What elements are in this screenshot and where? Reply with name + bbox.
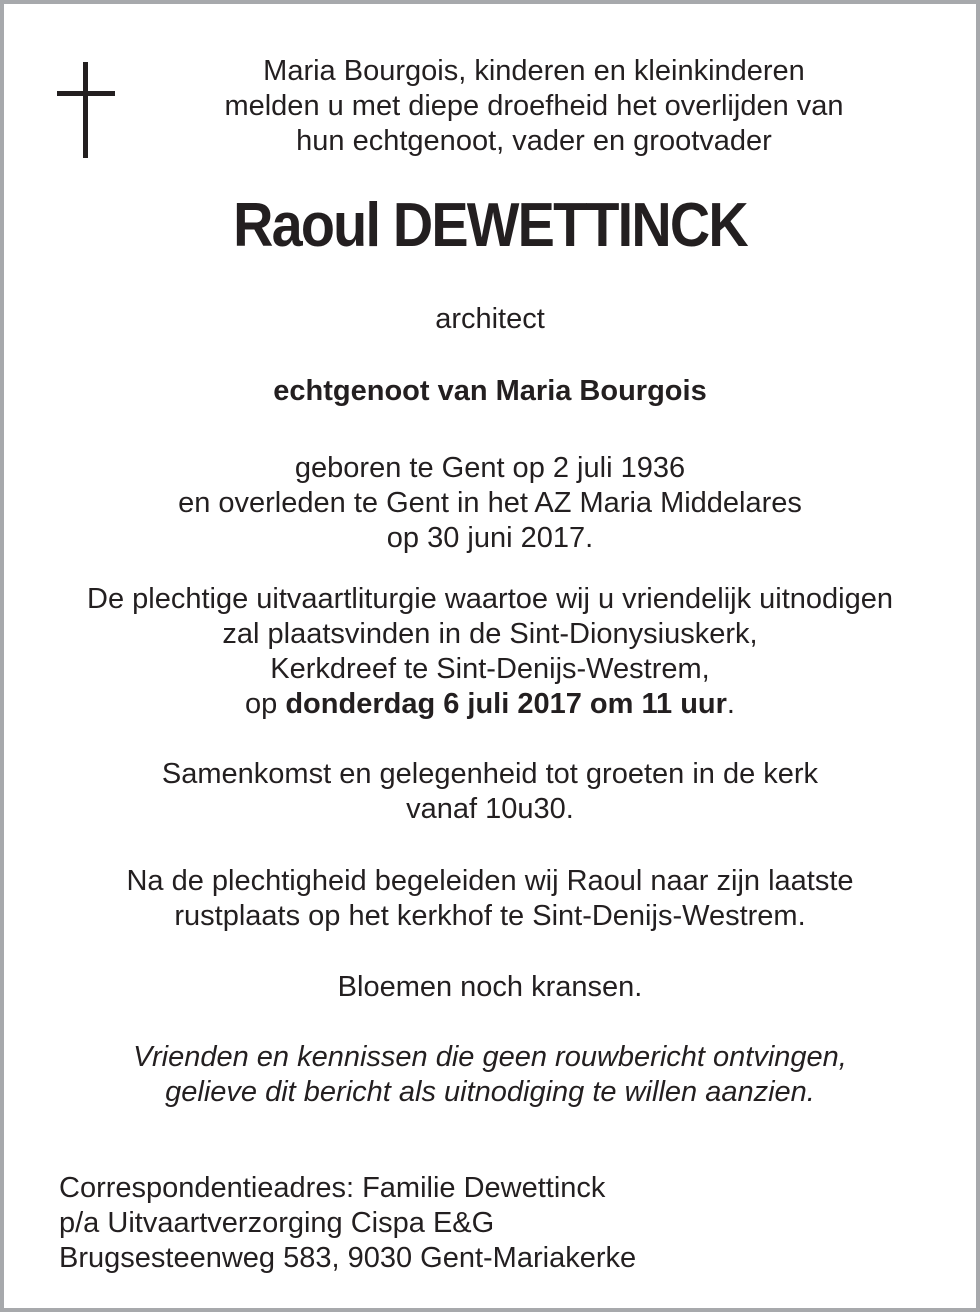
birth-death-line: geboren te Gent op 2 juli 1936	[294, 452, 686, 484]
address-line: Brugsesteenweg 583, 9030 Gent-Mariakerke	[59, 1242, 637, 1274]
address-line: Correspondentieadres: Familie Dewettinck	[59, 1172, 606, 1204]
intro-line: melden u met diepe droefheid het overlijden van	[224, 90, 844, 122]
spouse-line: echtgenoot van Maria Bourgois	[273, 375, 707, 407]
ceremony-date-prefix: op	[245, 688, 286, 720]
birth-death-line: op 30 juni 2017.	[386, 522, 594, 554]
ceremony-line: zal plaatsvinden in de Sint-Dionysiuskerk,	[222, 618, 758, 650]
intro-line: Maria Bourgois, kinderen en kleinkinderen	[263, 55, 805, 87]
ceremony-line: De plechtige uitvaartliturgie waartoe wij u vriendelijk uitnodigen	[87, 583, 893, 615]
invitation-line: gelieve dit bericht als uitnodiging te willen aanzien.	[165, 1076, 815, 1108]
ceremony-date: donderdag 6 juli 2017 om 11 uur	[285, 688, 727, 720]
deceased-name: Raoul DEWETTINCK	[233, 191, 747, 260]
flowers-line: Bloemen noch kransen.	[337, 971, 643, 1003]
ceremony-line: Kerkdreef te Sint-Denijs-Westrem,	[270, 653, 710, 685]
profession: architect	[435, 303, 545, 335]
invitation-line: Vrienden en kennissen die geen rouwbericht ontvingen,	[133, 1041, 847, 1073]
address-line: p/a Uitvaartverzorging Cispa E&G	[59, 1207, 495, 1239]
ceremony-date-line	[0, 687, 980, 722]
burial-line: rustplaats op het kerkhof te Sint-Denijs-Westrem.	[174, 900, 806, 932]
gathering-line: Samenkomst en gelegenheid tot groeten in de kerk	[161, 758, 819, 790]
gathering-line: vanaf 10u30.	[406, 793, 574, 825]
ceremony-date-suffix: .	[726, 688, 735, 720]
birth-death-line: en overleden te Gent in het AZ Maria Middelares	[178, 487, 802, 519]
cross-icon	[57, 62, 115, 158]
burial-line: Na de plechtigheid begeleiden wij Raoul naar zijn laatste	[126, 865, 854, 897]
intro-line: hun echtgenoot, vader en grootvader	[296, 125, 772, 157]
